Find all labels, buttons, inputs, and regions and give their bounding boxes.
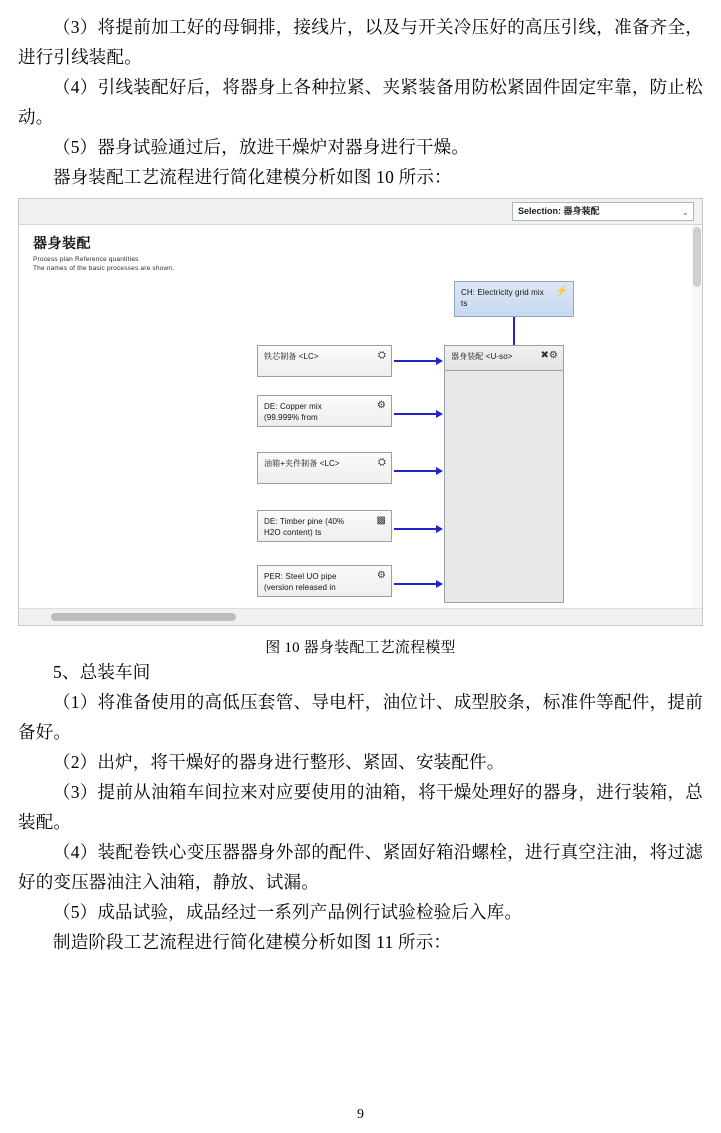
arrow-steel-to-assembly <box>394 583 436 585</box>
page-number: 9 <box>357 1107 364 1122</box>
node-electricity-grid-mix-line2: ts <box>461 299 468 308</box>
node-electricity-grid-mix[interactable] <box>454 281 574 317</box>
vertical-scrollbar-thumb[interactable] <box>693 227 701 287</box>
horizontal-scrollbar-thumb[interactable] <box>51 613 236 621</box>
node-tank-clamp-line1: 油箱+夹件制备 <LC> <box>264 459 340 468</box>
paragraph-s5-4: （4）装配卷铁心变压器器身外部的配件、紧固好箱沿螺栓，进行真空注油，将过滤好的变压器油注入油箱，静放、试漏。 <box>18 842 703 892</box>
figure-11-intro-text: 制造阶段工艺流程进行简化建模分析如图 11 所示： <box>53 932 452 952</box>
node-copper-mix-line1: DE: Copper mix <box>264 402 322 411</box>
paragraph-s5-3: （3）提前从油箱车间拉来对应要使用的油箱，将干燥处理好的器身，进行装箱，总装配。 <box>18 782 703 832</box>
paragraph-s5-2: （2）出炉，将干燥好的器身进行整形、紧固、安装配件。 <box>53 752 505 772</box>
arrow-grid-to-assembly <box>513 317 515 345</box>
node-timber-pine-line2: H2O content) ts <box>264 528 322 537</box>
selection-value: 器身装配 <box>563 206 600 216</box>
figure-10-wrapper <box>18 198 703 657</box>
node-steel-uo-pipe-line2: (version released in <box>264 583 336 592</box>
vertical-scrollbar[interactable] <box>692 225 702 607</box>
chevron-down-icon[interactable]: ⌄ <box>681 207 689 217</box>
node-body-assembly-label: 器身装配 <U-so> <box>451 352 513 361</box>
node-copper-mix[interactable] <box>257 395 392 427</box>
node-core-manufacturing[interactable] <box>257 345 392 377</box>
selection-dropdown[interactable] <box>512 202 694 221</box>
node-tank-clamp[interactable] <box>257 452 392 484</box>
paragraph-5: （5）器身试验通过后，放进干燥炉对器身进行干燥。 <box>53 137 470 157</box>
horizontal-scrollbar[interactable] <box>19 608 702 625</box>
arrow-copper-to-assembly <box>394 413 436 415</box>
gear-icon-steel: ⚙ <box>376 570 386 581</box>
arrow-timber-to-assembly <box>394 528 436 530</box>
figure-intro-text: 器身装配工艺流程进行简化建模分析如图 10 所示： <box>53 167 452 187</box>
figure-subtitle-line1: Process plan Reference quantities <box>33 256 139 263</box>
node-body-assembly[interactable] <box>444 345 564 371</box>
figure-title: 器身装配 <box>33 235 91 251</box>
selection-label: Selection: <box>518 206 564 216</box>
assembly-process-block[interactable] <box>444 345 564 603</box>
chart-icon-timber: ▩ <box>376 515 386 526</box>
paragraph-s5-1: （1）将准备使用的高低压套管、导电杆，油位计、成型胶条，标准件等配件，提前备好。 <box>18 692 703 742</box>
node-timber-pine-line1: DE: Timber pine (40% <box>264 517 345 526</box>
process-tree-icon-tank: ⛭ <box>377 457 386 468</box>
node-steel-uo-pipe[interactable] <box>257 565 392 597</box>
node-electricity-grid-mix-line1: CH: Electricity grid mix <box>461 288 544 297</box>
section-heading-5: 5、总装车间 <box>53 662 151 682</box>
paragraph-s5-5: （5）成品试验，成品经过一系列产品例行试验检验后入库。 <box>53 902 523 922</box>
figure-canvas <box>19 225 702 607</box>
node-timber-pine[interactable] <box>257 510 392 542</box>
node-copper-mix-line2: (99.999% from <box>264 413 318 422</box>
gear-icon-copper: ⚙ <box>376 400 386 411</box>
arrow-core-to-assembly <box>394 360 436 362</box>
node-core-manufacturing-line1: 铁芯制备 <LC> <box>264 352 319 361</box>
figure-10-caption: 图 10 器身装配工艺流程模型 <box>265 640 456 656</box>
paragraph-4: （4）引线装配好后，将器身上各种拉紧、夹紧装备用防松紧固件固定牢靠，防止松动。 <box>18 77 703 127</box>
paragraph-3: （3）将提前加工好的母铜排，接线片，以及与开关冷压好的高压引线，准备齐全，进行引线装配。 <box>18 17 703 67</box>
figure-10-screenshot <box>18 198 703 626</box>
process-tree-icon-core: ⛭ <box>377 350 386 361</box>
lightning-icon: ⚡ <box>555 286 568 297</box>
assembly-gear-icon: ✖⚙ <box>540 350 558 361</box>
arrow-tank-to-assembly <box>394 470 436 472</box>
figure-toolbar <box>19 199 702 225</box>
figure-subtitle-line2: The names of the basic processes are shown. <box>33 265 175 272</box>
figure-subtitle <box>33 255 174 273</box>
node-steel-uo-pipe-line1: PER: Steel UO pipe <box>264 572 337 581</box>
